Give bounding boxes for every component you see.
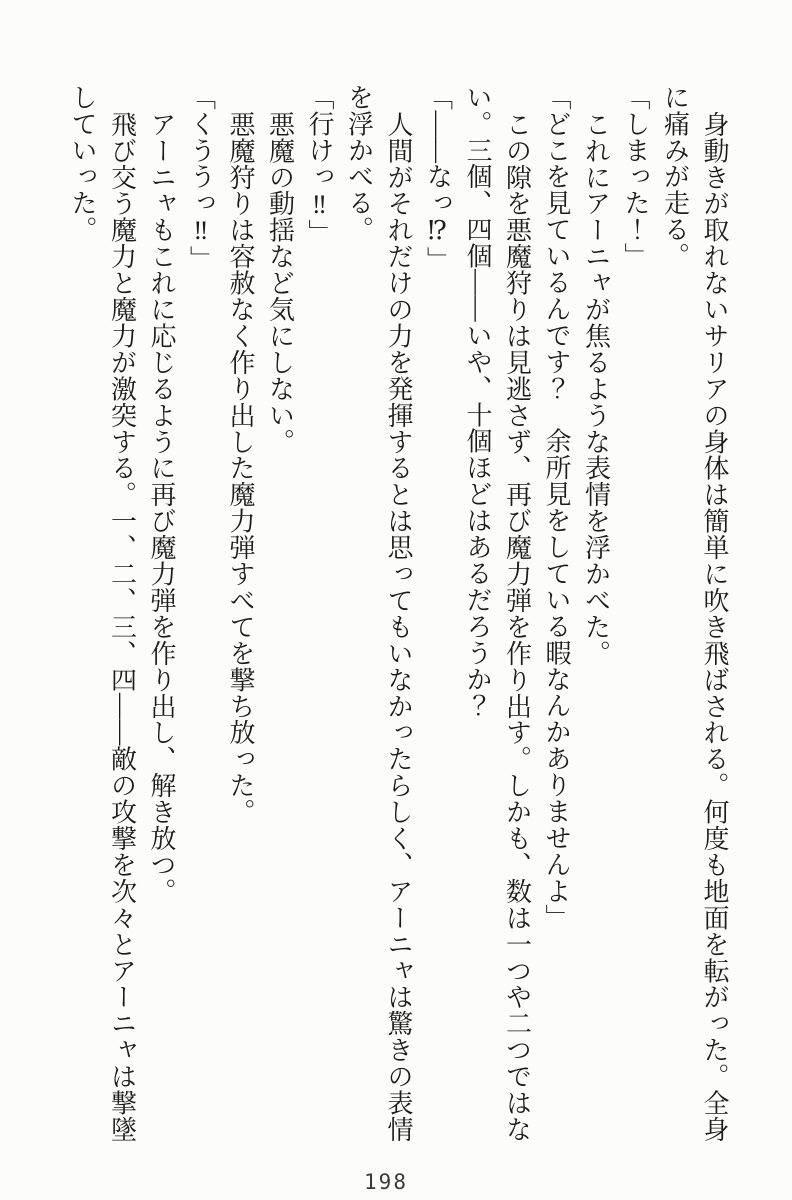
text-line: 「しまった！」 [621,84,650,270]
text-line: に痛みが走る。 [660,84,690,270]
page-number: 198 [364,1170,408,1194]
text-line: 「——なっ⁉」 [423,84,453,274]
text-line: 悪魔狩りは容赦なく作り出した魔力弾すべてを撃ち放った。 [226,110,255,825]
text-line: していった。 [68,84,97,243]
text-line: 「行けっ‼」 [305,84,334,246]
text-line: 飛び交う魔力と魔力が激突する。一、二、三、四——敵の攻撃を次々とアーニャは撃墜 [107,110,137,1143]
text-line: 悪魔の動揺など気にしない。 [265,110,295,455]
text-line: 「くううっ‼」 [186,84,216,273]
text-line: これにアーニャが焦るような表情を浮かべた。 [581,110,611,666]
text-line: を浮かべる。 [344,84,374,243]
text-line: 人間がそれだけの力を発揮するとは思ってもいなかったらしく、アーニャは驚きの表情 [384,110,413,1143]
text-line: 「どこを見ているんです？ 余所見をしている暇なんかありませんよ」 [542,84,571,931]
text-line: い。三個、四個——いや、十個ほどはあるだろうか？ [463,84,492,719]
vertical-text-block [63,84,735,1146]
text-line: アーニャもこれに応じるように再び魔力弾を作り出し、解き放つ。 [147,110,176,904]
text-line: 身動きが取れないサリアの身体は簡単に吹き飛ばされる。何度も地面を転がった。全身 [700,110,729,1143]
text-line: この隙を悪魔狩りは見逃さず、再び魔力弾を作り出す。しかも、数は一つや二つではな [502,110,532,1143]
